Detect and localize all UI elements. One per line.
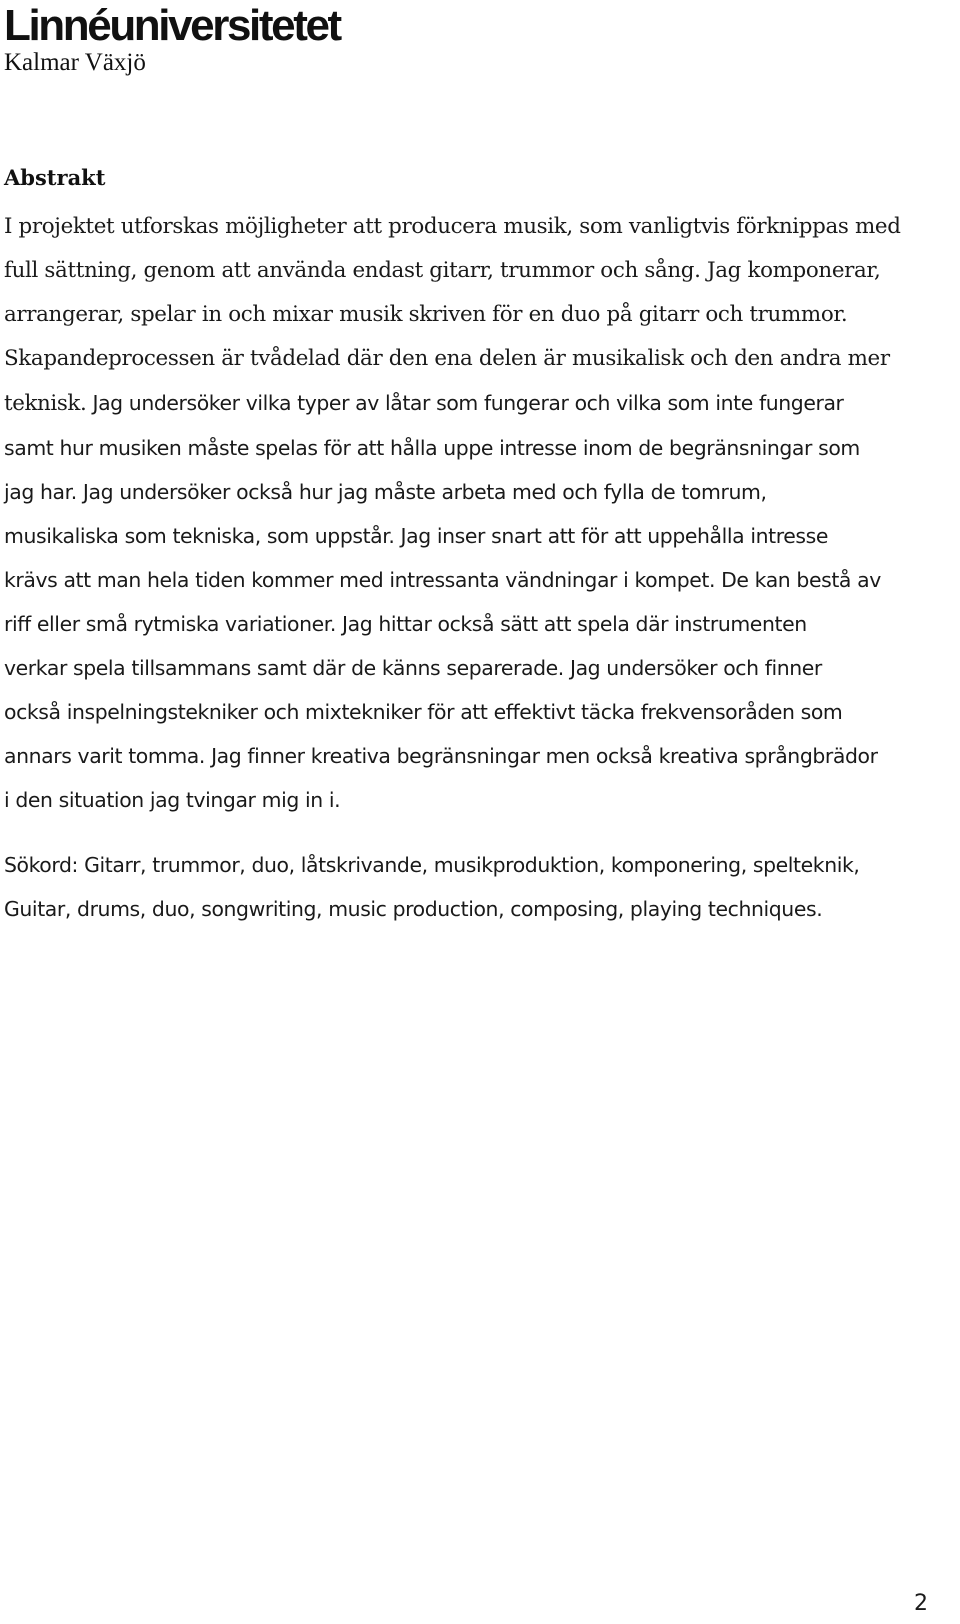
abstract-line: I projektet utforskas möjligheter att producera musik, som vanligtvis förknippas med — [4, 214, 901, 239]
abstract-line: arrangerar, spelar in och mixar musik skriven för en duo på gitarr och trummor. — [4, 302, 848, 327]
abstract-line: i den situation jag tvingar mig in i. — [4, 788, 341, 812]
abstract-body — [4, 205, 934, 822]
keywords — [4, 843, 944, 931]
abstract-line: samt hur musiken måste spelas för att hålla uppe intresse inom de begränsningar som — [4, 436, 860, 460]
university-campuses: Kalmar Växjö — [4, 49, 146, 76]
abstract-line: musikaliska som tekniska, som uppstår. Jag inser snart att för att uppehålla intresse — [4, 524, 828, 548]
abstract-line: krävs att man hela tiden kommer med intressanta vändningar i kompet. De kan bestå av — [4, 568, 881, 592]
university-name: Linnéuniversitetet — [4, 1, 340, 50]
abstract-line: Skapandeprocessen är tvådelad där den ena delen är musikalisk och den andra mer — [4, 346, 890, 371]
abstract-line: också inspelningstekniker och mixtekniker för att effektivt täcka frekvensoråden som — [4, 700, 843, 724]
university-logo — [4, 2, 340, 76]
abstract-line: full sättning, genom att använda endast gitarr, trummor och sång. Jag komponerar, — [4, 258, 881, 283]
abstract-line: riff eller små rytmiska variationer. Jag hittar också sätt att spela där instrumenten — [4, 612, 807, 636]
keywords-swedish: Sökord: Gitarr, trummor, duo, låtskrivande, musikproduktion, komponering, spelteknik, — [4, 853, 860, 877]
keywords-english: Guitar, drums, duo, songwriting, music production, composing, playing techniques. — [4, 897, 823, 921]
abstract-line: annars varit tomma. Jag finner kreativa begränsningar men också kreativa språngbrädor — [4, 744, 878, 768]
abstract-line-serif-part: teknisk. — [4, 391, 87, 416]
abstract-line-sans-part: Jag undersöker vilka typer av låtar som fungerar och vilka som inte fungerar — [86, 391, 844, 415]
abstract-heading: Abstrakt — [4, 165, 106, 190]
abstract-line: jag har. Jag undersöker också hur jag måste arbeta med och fylla de tomrum, — [4, 480, 767, 504]
page-number: 2 — [914, 1591, 928, 1616]
abstract-line: verkar spela tillsammans samt där de känns separerade. Jag undersöker och finner — [4, 656, 822, 680]
abstract-line-mixed — [4, 381, 934, 426]
